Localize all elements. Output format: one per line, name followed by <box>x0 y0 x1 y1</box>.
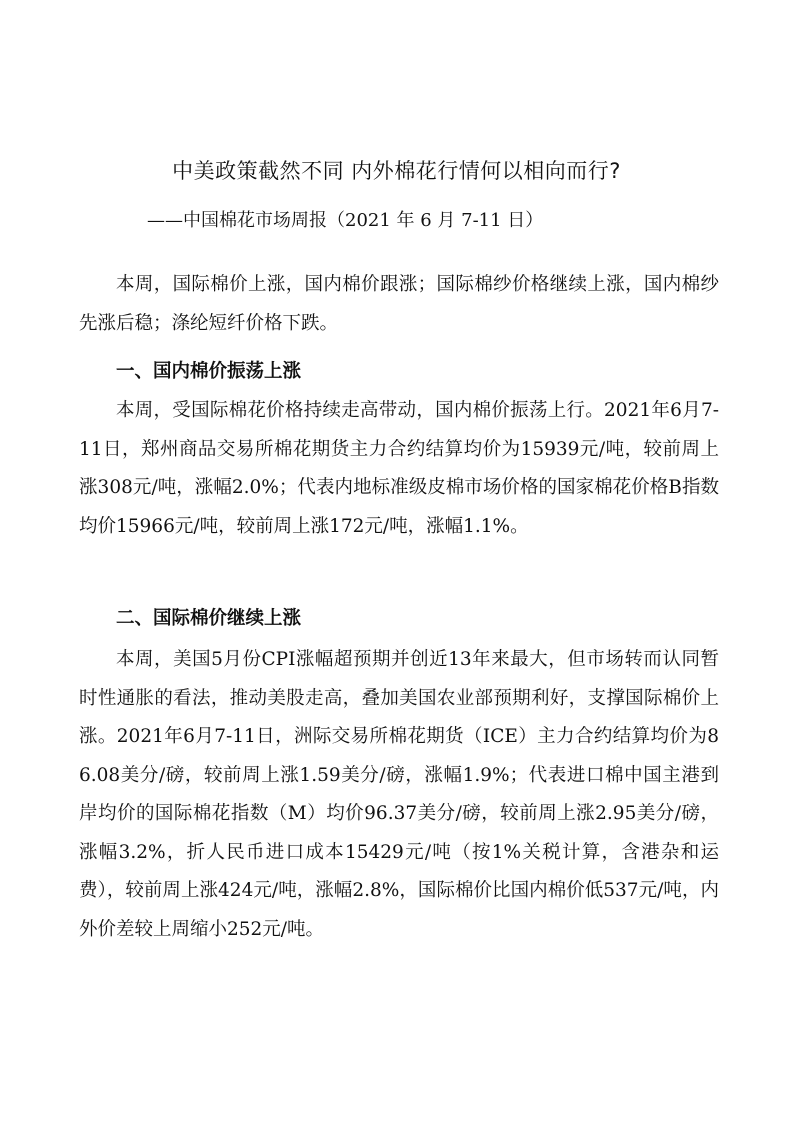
document-subtitle: ——中国棉花市场周报（2021 年 6 月 7-11 日） <box>147 210 544 231</box>
section-heading-international: 二、国际棉价继续上涨 <box>116 608 302 629</box>
document-title: 中美政策截然不同 内外棉花行情何以相向而行? <box>172 159 621 183</box>
intro-paragraph: 本周，国际棉价上涨，国内棉价跟涨；国际棉纱价格继续上涨，国内棉纱先涨后稳；涤纶短纤价格下跌。 <box>79 274 719 334</box>
section-heading-domestic: 一、国内棉价振荡上涨 <box>116 361 302 382</box>
section-body-domestic: 本周，受国际棉花价格持续走高带动，国内棉价振荡上行。2021年6月7-11日，郑州商品交易所棉花期货主力合约结算均价为15939元/吨，较前周上涨308元/吨，涨幅2.0%；代表内地标准级皮棉市场价格的国家棉花价格B指数均价15966元/吨，较前周上涨172元/吨，涨幅1.1%。 <box>79 400 719 537</box>
section-body-international: 本周，美国5月份CPI涨幅超预期并创近13年来最大，但市场转而认同暂时性通胀的看法，推动美股走高，叠加美国农业部预期利好，支撑国际棉价上涨。2021年6月7-11日，洲际交易所棉花期货（ICE）主力合约结算均价为86.08美分/磅，较前周上涨1.59美分/磅，涨幅1.9%；代表进口棉中国主港到岸均价的国际棉花指数（M）均价96.37美分/磅，较前周上涨2.95美分/磅，涨幅3.2%，折人民币进口成本15429元/吨（按1%关税计算，含港杂和运费），较前周上涨424元/吨，涨幅2.8%，国际棉价比国内棉价低537元/吨，内外价差较上周缩小252元/吨。 <box>79 649 719 940</box>
